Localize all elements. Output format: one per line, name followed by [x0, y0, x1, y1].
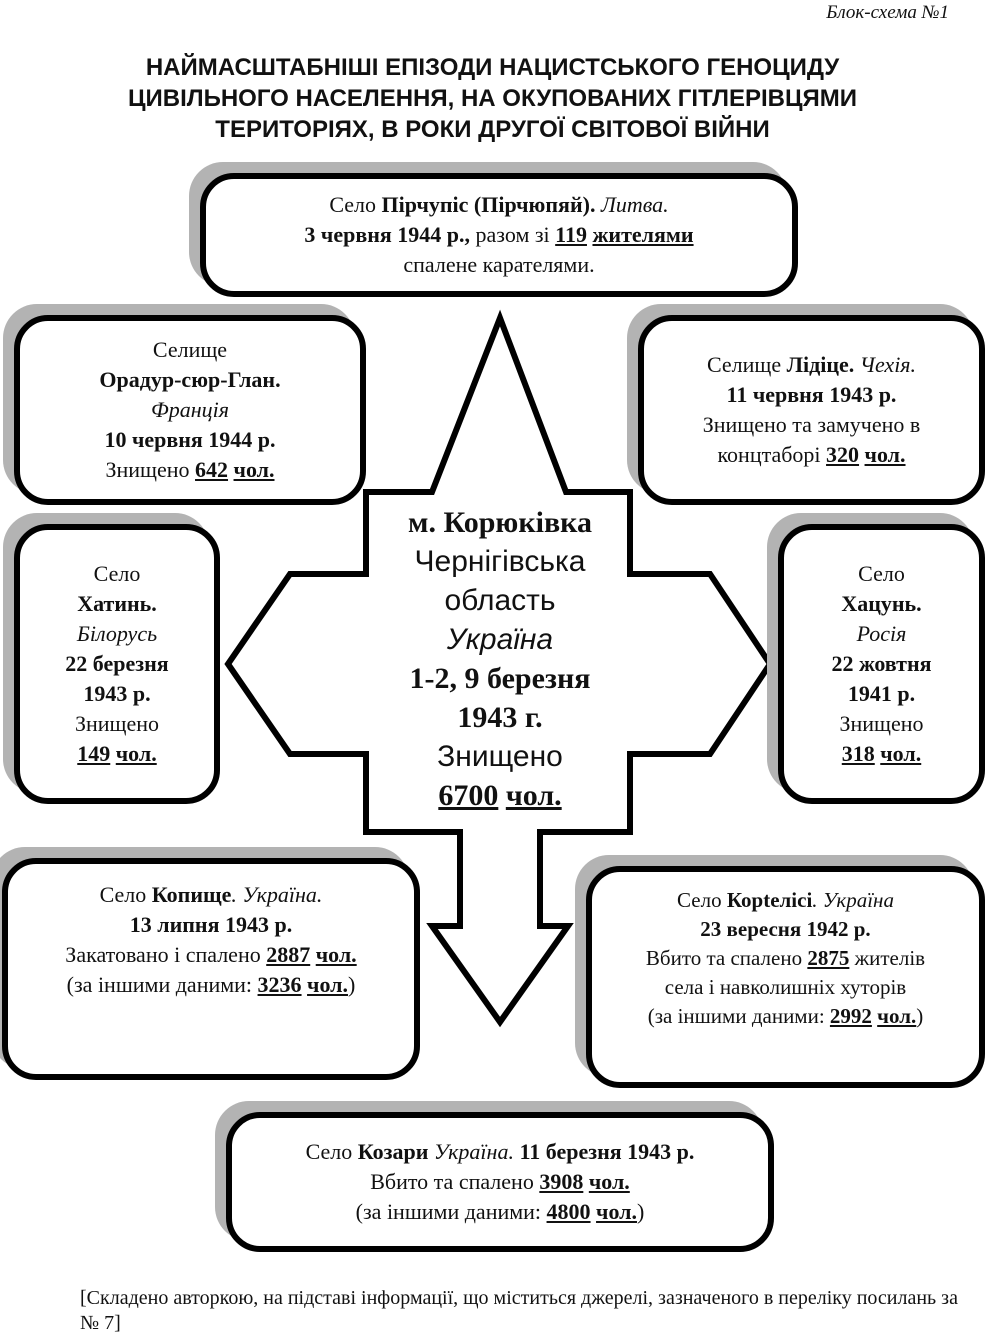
- box-korteliisy: [586, 866, 985, 1088]
- source-footnote: [Складено авторкою, на підставі інформації, що міститься джерелі, зазначеного в переліку посилань за № 7]: [80, 1287, 958, 1334]
- box-oradour: [14, 315, 366, 505]
- box-line: 318 чол.: [841, 741, 922, 766]
- diagram-caption: Блок-схема №1: [826, 2, 949, 23]
- box-line: 11 червня 1943 р.: [726, 382, 897, 407]
- box-line: Орадур-сюр-Глан.: [99, 367, 281, 392]
- box-line: Закатовано і спалено 2887 чол.: [65, 942, 357, 967]
- box-kozary: [226, 1112, 774, 1252]
- box-line: спалене карателями.: [403, 252, 595, 277]
- box-line: Селище Лідіце. Чехія.: [706, 352, 917, 377]
- box-line: Знищено 642 чол.: [105, 457, 275, 482]
- box-line: Франція: [151, 397, 229, 422]
- center-count: [370, 776, 630, 815]
- box-line: (за іншими даними: 2992 чол.): [647, 1004, 924, 1028]
- title-line: ЦИВІЛЬНОГО НАСЕЛЕННЯ, НА ОКУПОВАНИХ ГІТЛЕРІВЦЯМИ: [127, 85, 858, 112]
- box-line: Знищено: [74, 711, 160, 736]
- box-line: Знищено: [839, 711, 924, 736]
- center-date: 1-2, 9 березня: [409, 662, 591, 695]
- center-koriukivka: [370, 503, 630, 815]
- box-lidice: [638, 315, 985, 505]
- center-country: Україна: [446, 623, 554, 656]
- box-line: 22 березня: [65, 651, 169, 676]
- box-khatsun: [778, 524, 985, 804]
- box-line: Хацунь.: [841, 591, 922, 616]
- title-line: НАЙМАСШТАБНІШІ ЕПІЗОДИ НАЦИСТСЬКОГО ГЕНОЦИДУ: [145, 54, 840, 81]
- title-line: ТЕРИТОРІЯХ, В РОКИ ДРУГОЇ СВІТОВОЇ ВІЙНИ: [215, 116, 770, 143]
- center-region: область: [444, 584, 556, 617]
- center-region: Чернігівська: [414, 545, 586, 578]
- box-khatyn: [14, 524, 220, 804]
- box-line: 13 липня 1943 р.: [129, 912, 293, 937]
- box-line: 3 червня 1944 р., разом зі 119 жителями: [304, 222, 694, 247]
- box-line: 23 вересня 1942 р.: [700, 917, 871, 941]
- box-line: 1943 р.: [83, 681, 151, 706]
- box-line: 149 чол.: [77, 741, 157, 766]
- box-line: Знищено та замучено в: [702, 412, 921, 437]
- box-line: концтаборі 320 чол.: [717, 442, 906, 467]
- count-unit: чол.: [505, 779, 562, 812]
- box-line: Вбито та спалено 2875 жителів: [645, 946, 926, 970]
- box-line: Село Копище. Україна.: [99, 882, 323, 907]
- box-pirchupis: [200, 173, 798, 297]
- center-date: 1943 г.: [457, 701, 543, 734]
- box-line: Селище: [152, 337, 228, 362]
- box-line: Село Корteлісі. Україна: [677, 888, 894, 912]
- box-kopyshche: [2, 858, 420, 1080]
- box-line: 1941 р.: [847, 681, 916, 706]
- box-line: села і навколишніх хуторів: [664, 975, 907, 999]
- count-value: 6700: [438, 779, 499, 812]
- box-line: Росія: [856, 621, 907, 646]
- box-line: Село: [93, 561, 141, 586]
- box-line: 22 жовтня: [831, 651, 932, 676]
- center-place: м. Корюківка: [408, 506, 592, 539]
- box-line: 10 червня 1944 р.: [104, 427, 276, 452]
- box-line: Білорусь: [76, 621, 158, 646]
- box-line: Село: [858, 561, 905, 586]
- center-destroyed: Знищено: [437, 740, 563, 773]
- box-line: Село Пірчупіс (Пірчюпяй). Литва.: [329, 192, 669, 217]
- box-line: (за іншими даними: 4800 чол.): [355, 1199, 645, 1224]
- box-line: Хатинь.: [77, 591, 157, 616]
- box-line: Село Козари Україна. 11 березня 1943 р.: [305, 1139, 695, 1164]
- box-line: (за іншими даними: 3236 чол.): [66, 972, 356, 997]
- box-line: Вбито та спалено 3908 чол.: [370, 1169, 630, 1194]
